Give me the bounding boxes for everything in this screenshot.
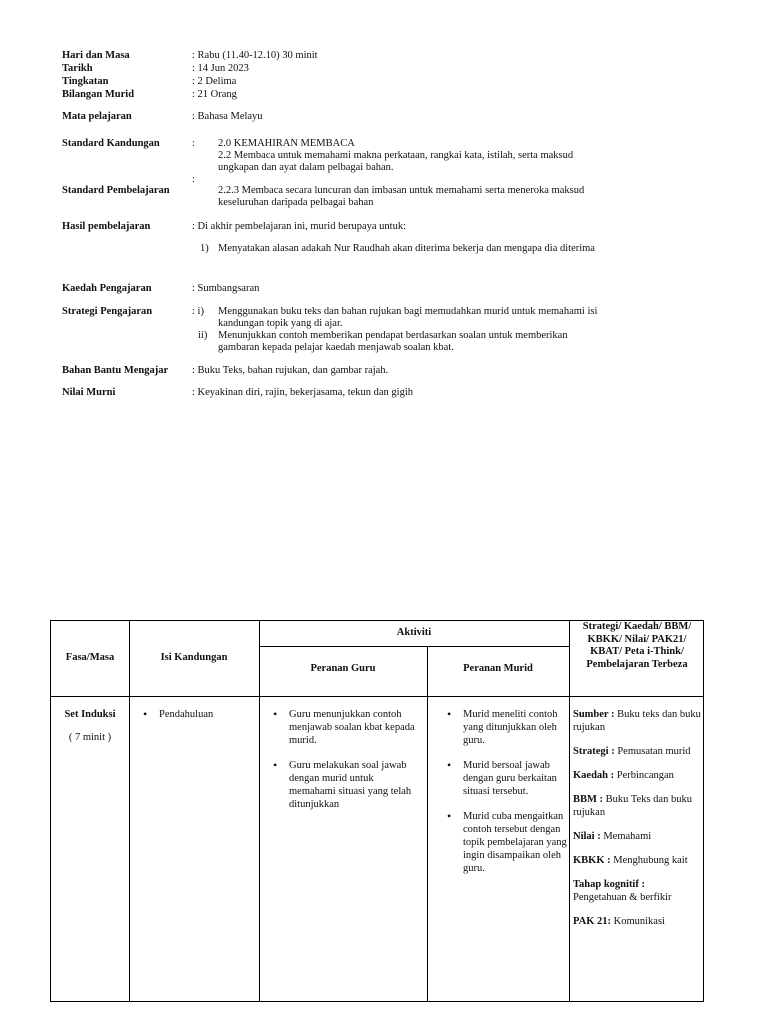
strategi-entry-value: Pemusatan murid <box>614 746 691 757</box>
info-value-hari: : Rabu (11.40-12.10) 30 minit <box>192 50 318 61</box>
isi-cell <box>141 708 253 733</box>
guru-list <box>271 708 421 811</box>
row-divider <box>51 696 703 697</box>
hasil-label: Hasil pembelajaran <box>62 221 151 232</box>
header-aktiviti: Aktiviti <box>396 627 432 638</box>
strategi-entry-key: Strategi : <box>573 746 615 757</box>
standard-pembelajaran-label: Standard Pembelajaran <box>62 185 170 196</box>
strategi-i-line1: Menggunakan buku teks dan bahan rujukan bagi memudahkan murid untuk memahami isi <box>218 306 598 317</box>
standard-kandungan-label: Standard Kandungan <box>62 138 160 149</box>
strategi-entry-key: Sumber : <box>573 709 615 720</box>
kaedah-label: Kaedah Pengajaran <box>62 283 152 294</box>
bahan-label: Bahan Bantu Mengajar <box>62 365 169 376</box>
standard-pembelajaran-line2: keseluruhan daripada pelbagai bahan <box>218 197 374 208</box>
mata-pelajaran-label: Mata pelajaran <box>62 111 132 122</box>
fasa-duration: ( 7 minit ) <box>68 732 112 743</box>
murid-list-item: • Murid bersoal jawab dengan guru berkaitan situasi tersebut. <box>445 759 567 798</box>
fasa-cell <box>51 708 129 744</box>
strategi-entry <box>573 769 701 782</box>
strategi-cell <box>573 708 701 939</box>
lesson-table <box>50 620 704 1002</box>
strategi-entry <box>573 878 701 904</box>
strategi-entry <box>573 708 701 734</box>
strategi-ii-number: ii) <box>198 330 208 341</box>
strategi-entry <box>573 915 701 928</box>
strategi-entry <box>573 830 701 843</box>
guru-list-item: • Guru melakukan soal jawab dengan murid untuk memahami situasi yang telah ditunjukkan <box>271 759 421 811</box>
mata-pelajaran-value: : Bahasa Melayu <box>192 111 263 122</box>
strategi-entry-key: BBM : <box>573 794 604 805</box>
strategi-i-number: : i) <box>192 306 204 317</box>
header-fasa: Fasa/Masa <box>65 652 115 663</box>
strategi-entry <box>573 745 701 758</box>
nilai-value: : Keyakinan diri, rajin, bekerjasama, tekun dan gigih <box>192 387 414 398</box>
header-peranan-murid: Peranan Murid <box>463 663 533 674</box>
guru-list-item: • Guru menunjukkan contoh menjawab soalan kbat kepada murid. <box>271 708 421 747</box>
murid-list-item: • Murid meneliti contoh yang ditunjukkan oleh guru. <box>445 708 567 747</box>
isi-list-item: • Pendahuluan <box>141 708 253 721</box>
col-divider <box>427 646 428 1001</box>
strategi-ii-line1: Menunjukkan contoh memberikan pendapat berdasarkan soalan untuk memberikan <box>218 330 568 341</box>
strategi-entry-value: Pengetahuan & berfikir <box>573 892 672 903</box>
murid-list <box>445 708 567 875</box>
info-value-bilangan: : 21 Orang <box>192 89 237 100</box>
strategi-entry-key: PAK 21: <box>573 916 612 927</box>
row-divider <box>259 646 569 647</box>
strategi-entry <box>573 854 701 867</box>
fasa-title: Set Induksi <box>64 709 116 720</box>
murid-list-item: • Murid cuba mengaitkan contoh tersebut dengan topik pembelajaran yang ingin disampaikan oleh guru. <box>445 810 567 875</box>
strategi-entry-value: Komunikasi <box>611 916 665 927</box>
standard-kandungan-line2: ungkapan dan ayat dalam pelbagai bahan. <box>218 162 394 173</box>
hasil-item-text: Menyatakan alasan adakah Nur Raudhah akan diterima bekerja dan mengapa dia diterima <box>218 243 595 254</box>
info-label-tarikh: Tarikh <box>62 63 93 74</box>
strategi-entry-key: Nilai : <box>573 831 601 842</box>
strategi-entry-value: Menghubung kait <box>610 855 688 866</box>
strategi-entry-key: Kaedah : <box>573 770 615 781</box>
standard-kandungan-colon: : <box>192 138 195 149</box>
standard-kandungan-heading: 2.0 KEMAHIRAN MEMBACA <box>218 138 355 149</box>
strategi-entry-key: Tahap kognitif : <box>573 879 645 890</box>
kaedah-value: : Sumbangsaran <box>192 283 260 294</box>
strategi-entry-value: Perbincangan <box>614 770 674 781</box>
strategi-ii-line2: gambaran kepada pelajar kaedah menjawab soalan kbat. <box>218 342 454 353</box>
col-divider <box>569 621 570 1001</box>
info-label-bilangan: Bilangan Murid <box>62 89 135 100</box>
strategi-label: Strategi Pengajaran <box>62 306 153 317</box>
standard-kandungan-line1: 2.2 Membaca untuk memahami makna perkataan, rangkai kata, istilah, serta maksud <box>218 150 574 161</box>
strategi-entry-key: KBKK : <box>573 855 611 866</box>
strategi-entry-value: Buku teks dan buku rujukan <box>573 709 701 733</box>
murid-cell <box>445 708 567 887</box>
strategi-entry-value: Memahami <box>600 831 652 842</box>
isi-list <box>141 708 253 721</box>
col-divider <box>129 621 130 1001</box>
nilai-label: Nilai Murni <box>62 387 116 398</box>
strategi-entry-value: Buku Teks dan buku rujukan <box>573 794 692 818</box>
info-value-tingkatan: : 2 Delima <box>192 76 237 87</box>
header-isi: Isi Kandungan <box>160 652 228 663</box>
header-strategi: Strategi/ Kaedah/ BBM/ KBKK/ Nilai/ PAK21/ KBAT/ Peta i-Think/ Pembelajaran Terbeza <box>582 621 692 670</box>
guru-cell <box>271 708 421 823</box>
standard-pembelajaran-colon: : <box>192 174 195 185</box>
hasil-value: : Di akhir pembelajaran ini, murid berupaya untuk: <box>192 221 407 232</box>
info-value-tarikh: : 14 Jun 2023 <box>192 63 249 74</box>
hasil-item-number: 1) <box>200 243 209 254</box>
header-peranan-guru: Peranan Guru <box>310 663 376 674</box>
info-label-hari: Hari dan Masa <box>62 50 130 61</box>
col-divider <box>259 621 260 1001</box>
bahan-value: : Buku Teks, bahan rujukan, dan gambar rajah. <box>192 365 389 376</box>
info-label-tingkatan: Tingkatan <box>62 76 109 87</box>
standard-pembelajaran-line1: 2.2.3 Membaca secara luncuran dan imbasan untuk memahami serta meneroka maksud <box>218 185 585 196</box>
strategi-entry <box>573 793 701 819</box>
strategi-i-line2: kandungan topik yang di ajar. <box>218 318 343 329</box>
